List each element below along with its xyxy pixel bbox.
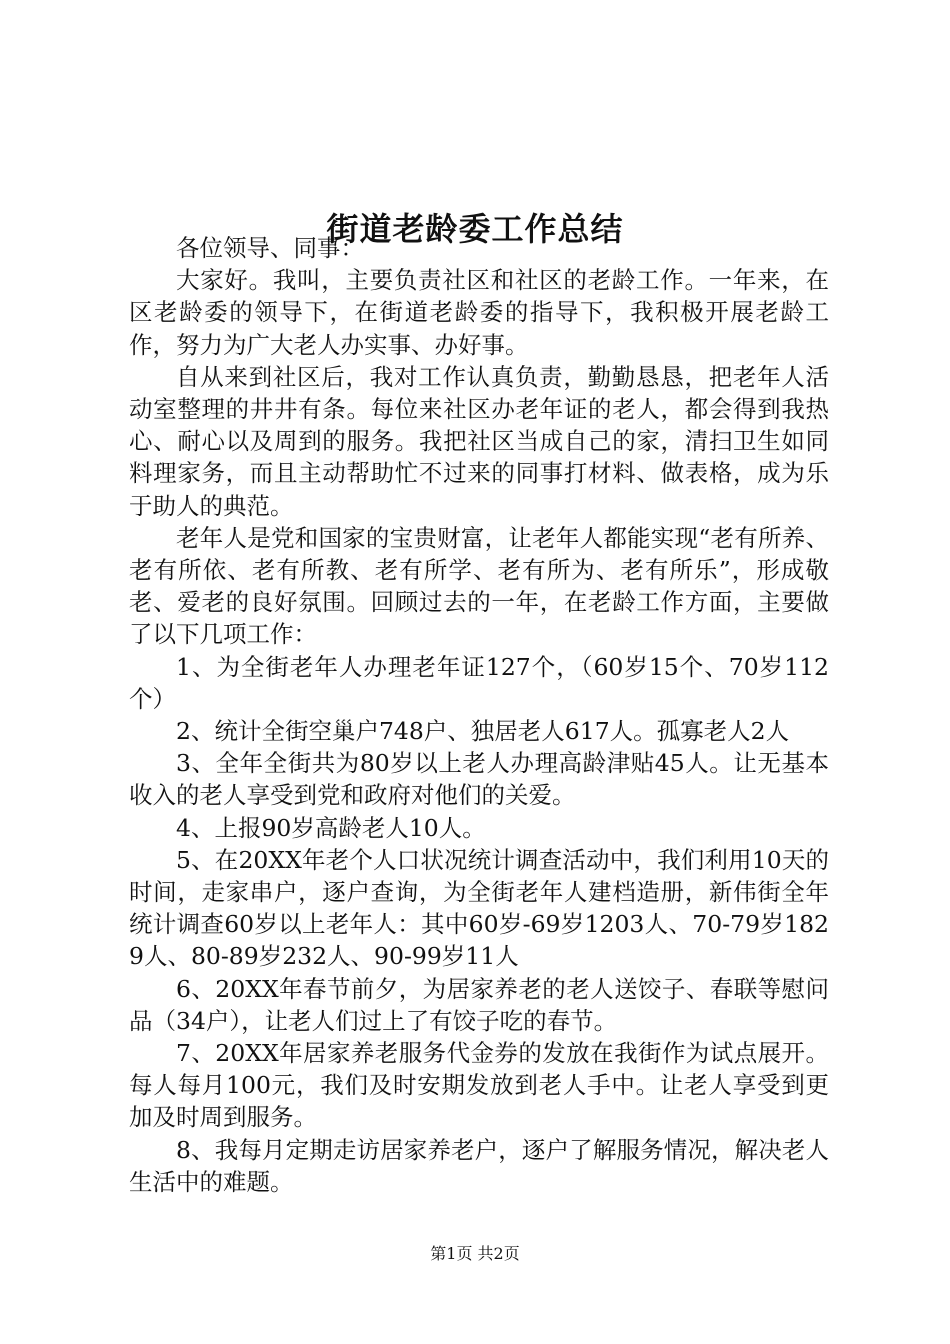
document-title: 街道老龄委工作总结	[326, 210, 624, 249]
list-item-4: 4、上报90岁高龄老人10人。	[176, 813, 486, 842]
list-item-6: 6、20XX年春节前夕，为居家养老的老人送饺子、春联等慰问品（34户），让老人们过上了有饺子吃的春节。	[129, 974, 829, 1035]
page-footer: 第1页 共2页	[430, 1244, 520, 1263]
list-item-7: 7、20XX年居家养老服务代金券的发放在我街作为试点展开。每人每月100元，我们及时安期发放到老人手中。让老人享受到更加及时周到服务。	[129, 1039, 829, 1132]
list-item-8: 8、我每月定期走访居家养老户，逐户了解服务情况，解决老人生活中的难题。	[129, 1135, 829, 1196]
document-body	[129, 232, 829, 1198]
list-item-1: 1、为全街老年人办理老年证127个，（60岁15个、70岁112个）	[129, 652, 829, 713]
paragraph-overview: 老年人是党和国家的宝贵财富，让老年人都能实现“老有所养、老有所依、老有所教、老有所学、老有所为、老有所乐”，形成敬老、爱老的良好氛围。回顾过去的一年，在老龄工作方面，主要做了以下几项工作：	[129, 523, 829, 649]
paragraph-attitude: 自从来到社区后，我对工作认真负责，勤勤恳恳，把老年人活动室整理的井井有条。每位来社区办老年证的老人，都会得到我热心、耐心以及周到的服务。我把社区当成自己的家，清扫卫生如同料理家务，而且主动帮助忙不过来的同事打材料、做表格，成为乐于助人的典范。	[129, 362, 829, 520]
paragraph-intro: 大家好。我叫，主要负责社区和社区的老龄工作。一年来，在区老龄委的领导下，在街道老龄委的指导下，我积极开展老龄工作，努力为广大老人办实事、办好事。	[129, 266, 829, 359]
list-item-2: 2、统计全街空巢户748户、独居老人617人。孤寡老人2人	[176, 717, 790, 746]
list-item-3: 3、全年全街共为80岁以上老人办理高龄津贴45人。让无基本收入的老人享受到党和政府对他们的关爱。	[129, 749, 829, 810]
salutation: 各位领导、同事：	[176, 234, 364, 262]
list-item-5: 5、在20XX年老个人口状况统计调查活动中，我们利用10天的时间，走家串户，逐户查询，为全街老年人建档造册，新伟街全年统计调查60岁以上老年人：其中60岁-69岁1203人、70-79岁1829人、80-89岁232人、90-99岁11人	[129, 845, 829, 971]
